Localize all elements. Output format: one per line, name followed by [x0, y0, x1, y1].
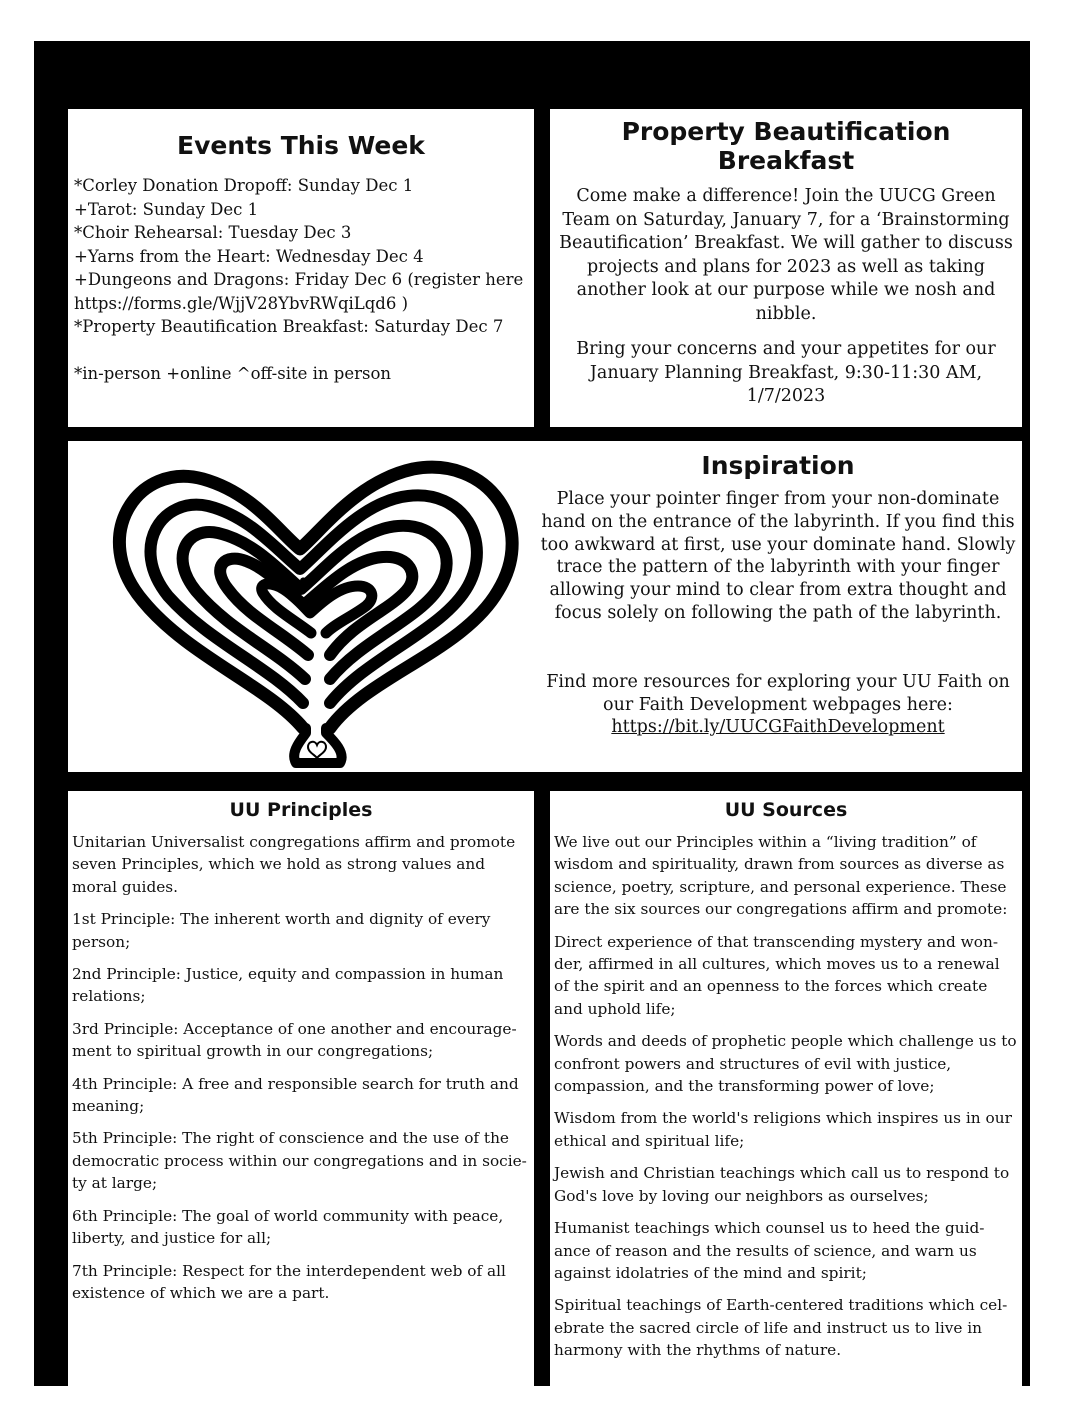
event-item: +Tarot: Sunday Dec 1 — [74, 199, 259, 219]
principle-paragraph: 1st Principle: The inherent worth and dignity of every person; — [72, 910, 491, 951]
breakfast-paragraph: Bring your concerns and your appetites for our January Planning Breakfast, 9:30-11:30 AM, 1/7/2023 — [576, 339, 996, 406]
principles-title: UU Principles — [229, 799, 373, 821]
events-title: Events This Week — [177, 131, 425, 160]
source-paragraph: Jewish and Christian teachings which call us to respond to God's love by loving our neighbors as ourselves; — [554, 1164, 1010, 1205]
source-paragraph: Wisdom from the world's religions which inspires us in our ethical and spiritual life; — [554, 1109, 1012, 1150]
source-paragraph: Direct experience of that transcending mystery and won-der, affirmed in all cultures, which moves us to a renewal of the spirit and an openness to the forces which create and uphold life; — [554, 932, 1000, 1018]
heart-labyrinth-image — [68, 441, 528, 772]
resources-paragraph — [538, 671, 1018, 739]
source-paragraph: We live out our Principles within a “living tradition” of wisdom and spirituality, drawn from sources as diverse as science, poetry, scripture, and personal experience. These are the six sources our congregations affirm and promote: — [554, 833, 1008, 919]
inspiration-body: Place your pointer finger from your non-dominate hand on the entrance of the labyrinth. If you find this too awkward at first, use your dominate hand. Slowly trace the pattern of the labyrinth with your finger allowing your mind to clear from extra thought and focus solely on following the path of the labyrinth. — [540, 489, 1016, 623]
breakfast-paragraph: Come make a difference! Join the UUCG Green Team on Saturday, January 7, for a ‘Brainstorming Beautification’ Breakfast. We will gather to discuss projects and plans for 2023 as well as taking another look at our purpose while we nosh and nibble. — [559, 186, 1013, 324]
principles-panel — [68, 791, 534, 1386]
principle-paragraph: 6th Principle: The goal of world community with peace, liberty, and justice for all; — [72, 1206, 504, 1248]
principle-paragraph: Unitarian Universalist congregations affirm and promote seven Principles, which we hold as strong values and moral guides. — [72, 833, 516, 896]
principle-paragraph: 4th Principle: A free and responsible search for truth and meaning; — [72, 1074, 519, 1116]
principle-paragraph: 7th Principle: Respect for the interdependent web of all existence of which we are a part. — [72, 1261, 506, 1302]
source-paragraph: Spiritual teachings of Earth-centered traditions which cel-ebrate the sacred circle of life and instruct us to live in harmony with the rhythms of nature. — [554, 1296, 1008, 1360]
event-item: *Corley Donation Dropoff: Sunday Dec 1 — [74, 176, 414, 195]
inspiration-title: Inspiration — [701, 451, 855, 480]
event-item: *Choir Rehearsal: Tuesday Dec 3 — [74, 223, 352, 242]
event-item: +Yarns from the Heart: Wednesday Dec 4 — [74, 246, 424, 266]
event-item: *Property Beautification Breakfast: Saturday Dec 7 — [74, 317, 504, 336]
source-paragraph: Words and deeds of prophetic people which challenge us to confront powers and structures of evil with justice, compassion, and the transforming power of love; — [554, 1032, 1017, 1096]
resources-text: Find more resources for exploring your UU Faith on our Faith Development webpages here: — [546, 671, 1010, 715]
inspiration-text — [538, 451, 1018, 739]
sources-panel — [550, 791, 1022, 1386]
principle-paragraph: 2nd Principle: Justice, equity and compassion in human relations; — [72, 965, 504, 1006]
breakfast-panel — [550, 109, 1022, 427]
inspiration-panel — [68, 441, 1022, 772]
event-registration-link[interactable]: https://forms.gle/WjjV28YbvRWqiLqd6 ) — [74, 293, 409, 313]
event-item: +Dungeons and Dragons: Friday Dec 6 (register here — [74, 270, 524, 289]
events-legend: *in-person +online ^off-site in person — [74, 363, 392, 383]
sources-title: UU Sources — [724, 799, 848, 821]
breakfast-title: Property Beautification Breakfast — [621, 117, 951, 175]
events-panel — [68, 109, 534, 427]
faith-development-link[interactable]: https://bit.ly/UUCGFaithDevelopment — [611, 717, 945, 738]
principle-paragraph: 5th Principle: The right of conscience and the use of the democratic process within our congregations and in socie-ty at large; — [72, 1129, 527, 1193]
principle-paragraph: 3rd Principle: Acceptance of one another and encourage-ment to spiritual growth in our congregations; — [72, 1019, 517, 1061]
source-paragraph: Humanist teachings which counsel us to heed the guid-ance of reason and the results of science, and warn us against idolatries of the mind and spirit; — [554, 1219, 985, 1282]
